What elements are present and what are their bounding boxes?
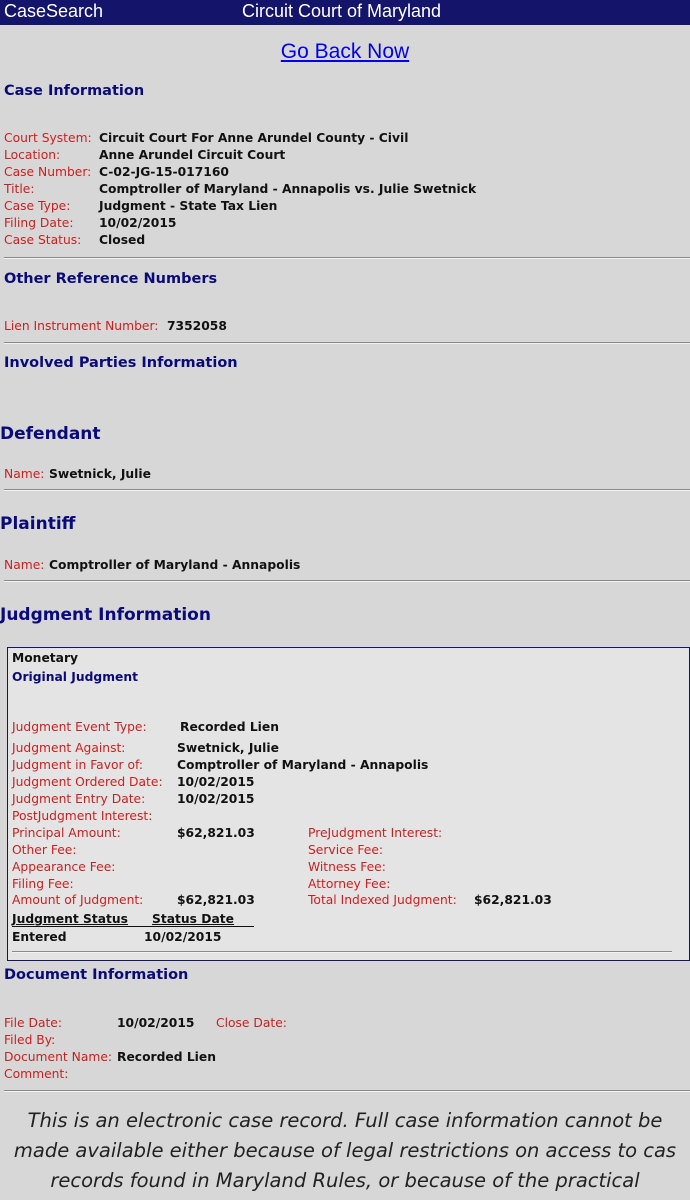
- divider: [4, 489, 690, 491]
- status-date-header: Status Date: [152, 912, 234, 926]
- postjudgment-interest-label: PostJudgment Interest:: [12, 809, 153, 823]
- appearance-fee-label: Appearance Fee:: [12, 860, 116, 874]
- judgment-event-type-label: Judgment Event Type:: [12, 720, 147, 734]
- court-system-value: Circuit Court For Anne Arundel County - Civil: [99, 131, 409, 145]
- judgment-ordered-date-label: Judgment Ordered Date:: [12, 775, 163, 789]
- prejudgment-interest-label: PreJudgment Interest:: [308, 826, 443, 840]
- go-back-link[interactable]: Go Back Now: [280, 40, 410, 63]
- document-information-heading: Document Information: [4, 967, 189, 983]
- attorney-fee-label: Attorney Fee:: [308, 877, 391, 891]
- filing-date-value: 10/02/2015: [99, 216, 177, 230]
- top-bar: [0, 0, 690, 25]
- plaintiff-name-value: Comptroller of Maryland - Annapolis: [49, 558, 301, 572]
- case-type-value: Judgment - State Tax Lien: [99, 199, 278, 213]
- filed-by-label: Filed By:: [4, 1033, 56, 1047]
- other-reference-heading: Other Reference Numbers: [4, 271, 218, 287]
- court-name: Circuit Court of Maryland: [242, 1, 442, 21]
- location-value: Anne Arundel Circuit Court: [99, 148, 286, 162]
- judgment-ordered-date-value: 10/02/2015: [177, 775, 255, 789]
- disclaimer-line-2: made available either because of legal restrictions on access to cas: [13, 1139, 677, 1162]
- service-fee-label: Service Fee:: [308, 843, 384, 857]
- case-status-value: Closed: [99, 233, 146, 247]
- document-name-label: Document Name:: [4, 1050, 113, 1064]
- witness-fee-label: Witness Fee:: [308, 860, 386, 874]
- judgment-entry-date-value: 10/02/2015: [177, 792, 255, 806]
- divider: [4, 1090, 690, 1092]
- judgment-against-value: Swetnick, Julie: [177, 741, 279, 755]
- total-indexed-judgment-label: Total Indexed Judgment:: [308, 893, 457, 907]
- judgment-in-favor-label: Judgment in Favor of:: [12, 758, 144, 772]
- principal-amount-value: $62,821.03: [177, 826, 255, 840]
- case-type-label: Case Type:: [4, 199, 71, 213]
- amount-of-judgment-value: $62,821.03: [177, 893, 255, 907]
- case-number-value: C-02-JG-15-017160: [99, 165, 229, 179]
- divider: [12, 951, 672, 953]
- document-name-value: Recorded Lien: [117, 1050, 216, 1064]
- judgment-status-value: Entered: [12, 930, 67, 944]
- divider: [4, 580, 690, 582]
- judgment-in-favor-value: Comptroller of Maryland - Annapolis: [177, 758, 429, 772]
- original-judgment-heading: Original Judgment: [12, 670, 139, 684]
- defendant-heading: Defendant: [0, 424, 101, 444]
- case-information-heading: Case Information: [4, 83, 145, 99]
- court-system-label: Court System:: [4, 131, 92, 145]
- title-value: Comptroller of Maryland - Annapolis vs. Julie Swetnick: [99, 182, 477, 196]
- defendant-name-value: Swetnick, Julie: [49, 467, 151, 481]
- involved-parties-heading: Involved Parties Information: [4, 355, 238, 371]
- file-date-value: 10/02/2015: [117, 1016, 195, 1030]
- disclaimer-line-1: This is an electronic case record. Full case information cannot be: [27, 1109, 663, 1132]
- judgment-against-label: Judgment Against:: [12, 741, 126, 755]
- disclaimer-line-3: records found in Maryland Rules, or because of the practical: [50, 1169, 640, 1192]
- judgment-event-type-value: Recorded Lien: [180, 720, 279, 734]
- location-label: Location:: [4, 148, 61, 162]
- status-header-underline: [12, 926, 254, 927]
- plaintiff-heading: Plaintiff: [0, 514, 76, 534]
- filing-fee-label: Filing Fee:: [12, 877, 74, 891]
- disclaimer-text: [0, 1106, 690, 1196]
- close-date-label: Close Date:: [216, 1016, 287, 1030]
- comment-label: Comment:: [4, 1067, 69, 1081]
- defendant-name-label: Name:: [4, 467, 45, 481]
- total-indexed-judgment-value: $62,821.03: [474, 893, 552, 907]
- divider: [4, 257, 690, 259]
- monetary-label: Monetary: [12, 651, 79, 665]
- title-label: Title:: [4, 182, 35, 196]
- judgment-entry-date-label: Judgment Entry Date:: [12, 792, 146, 806]
- divider: [4, 342, 690, 344]
- lien-instrument-label: Lien Instrument Number:: [4, 319, 159, 333]
- plaintiff-name-label: Name:: [4, 558, 45, 572]
- status-date-value: 10/02/2015: [144, 930, 222, 944]
- app-name: CaseSearch: [4, 1, 104, 21]
- case-number-label: Case Number:: [4, 165, 92, 179]
- principal-amount-label: Principal Amount:: [12, 826, 121, 840]
- filing-date-label: Filing Date:: [4, 216, 74, 230]
- amount-of-judgment-label: Amount of Judgment:: [12, 893, 144, 907]
- judgment-status-header: Judgment Status: [12, 912, 128, 926]
- file-date-label: File Date:: [4, 1016, 63, 1030]
- lien-instrument-value: 7352058: [167, 319, 227, 333]
- case-status-label: Case Status:: [4, 233, 82, 247]
- other-fee-label: Other Fee:: [12, 843, 77, 857]
- judgment-information-heading: Judgment Information: [0, 605, 211, 625]
